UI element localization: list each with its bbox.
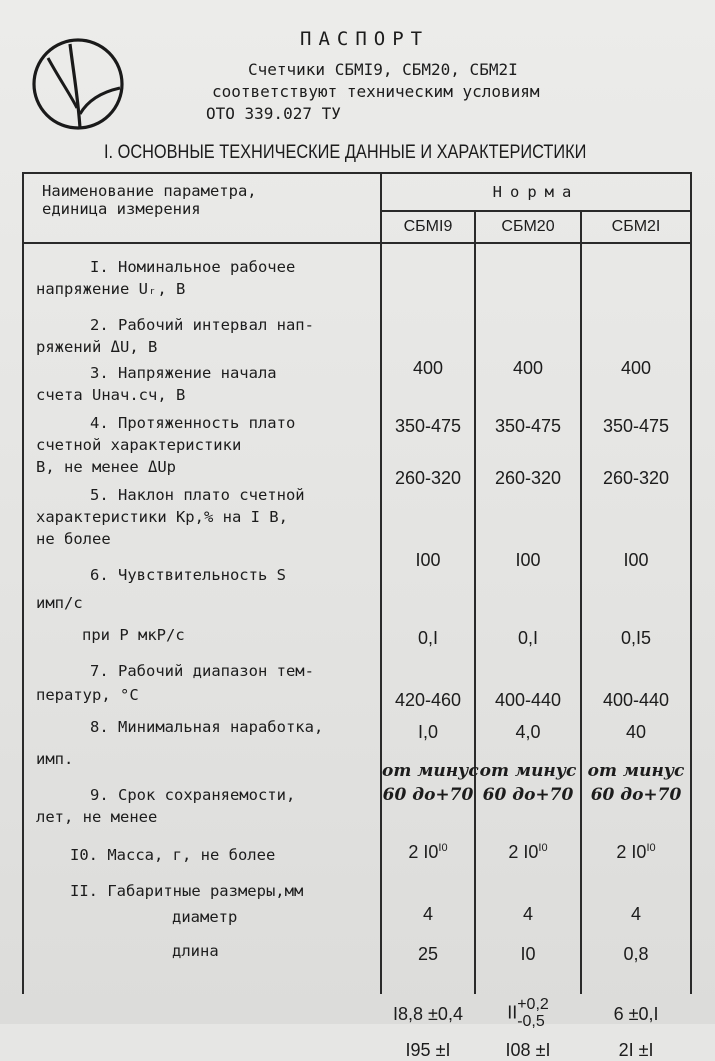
specifications-table (22, 172, 692, 1060)
value-cell: 60 до+70 (382, 785, 474, 805)
param-9-line-2: лет, не менее (36, 808, 158, 826)
model-header-sbm20: СБМ20 (475, 211, 581, 243)
param-3-line-2: счета Uнач.сч, В (36, 386, 186, 404)
subtitle-line-1: Счетчики СБМI9, СБМ20, СБМ2I (248, 60, 518, 79)
param-2-line-1: 2. Рабочий интервал нап- (90, 316, 314, 334)
norma-header: Норма (381, 173, 691, 211)
param-10-line-1: I0. Масса, г, не более (70, 846, 276, 864)
value-cell: 260-320 (494, 468, 562, 488)
value-cell: 4 (422, 904, 433, 924)
param-1-line-1: I. Номинальное рабочее (90, 258, 296, 276)
value-cell: 0,I5 (621, 628, 652, 648)
param-5-line-3: не более (36, 530, 111, 548)
value-cell: 420-460 (394, 690, 462, 710)
value-cell: I00 (415, 550, 441, 570)
value-cell: 400-440 (602, 690, 670, 710)
param-7-line-1: 7. Рабочий диапазон тем- (90, 662, 314, 680)
param-5-line-1: 5. Наклон плато счетной (90, 486, 305, 504)
value-cell: от минус (382, 761, 479, 781)
values-column-sbm21 (581, 243, 691, 1060)
value-cell: 40 (626, 722, 647, 742)
table-body (23, 243, 691, 994)
value-cell: I08 ±I (505, 1040, 551, 1060)
value-cell: 2 $I0^{I0}$ (508, 842, 548, 862)
value-cell: 4,0 (515, 722, 541, 742)
param-header: Наименование параметра, единица измерения (23, 173, 381, 243)
value-cell: 2I ±I (618, 1040, 654, 1060)
value-cell: 0,8 (623, 944, 649, 964)
param-2-line-2: ряжений ΔU, В (36, 338, 158, 356)
value-cell: I00 (623, 550, 649, 570)
values-column-sbm20 (475, 243, 581, 1060)
param-11-line-1: II. Габаритные размеры,мм (70, 882, 304, 900)
param-4-line-2: счетной характеристики (36, 436, 242, 454)
value-cell: I0 (520, 944, 536, 964)
param-11-diameter: диаметр (172, 908, 238, 926)
tree-branch-emblem-icon (30, 36, 126, 132)
value-cell: 4 (522, 904, 533, 924)
value-cell: 2 $I0^{I0}$ (408, 842, 448, 862)
value-cell: I8,8 ±0,4 (393, 1004, 463, 1024)
subtitle-line-3: ОТО 339.027 ТУ (206, 104, 341, 123)
value-cell: 4 (631, 904, 642, 924)
value-cell: 260-320 (394, 468, 462, 488)
value-cell: 350-475 (602, 416, 670, 436)
value-cell: 400 (620, 358, 652, 378)
param-11-length: длина (172, 942, 219, 960)
param-1-line-2: напряжение Uᵣ, В (36, 280, 186, 298)
param-9-line-1: 9. Срок сохраняемости, (90, 786, 296, 804)
value-cell: I00 (515, 550, 541, 570)
value-cell: I95 ±I (405, 1040, 451, 1060)
values-column-sbm19 (381, 243, 479, 1060)
value-cell: I,0 (417, 722, 438, 742)
subtitle-line-2: соответствуют техническим условиям (212, 82, 540, 101)
value-cell: 400 (412, 358, 444, 378)
value-cell: 25 (417, 944, 439, 964)
value-cell: 260-320 (602, 468, 670, 488)
value-cell: 60 до+70 (482, 785, 574, 805)
value-cell: 60 до+70 (590, 785, 682, 805)
param-6-line-2: имп/с (36, 594, 83, 612)
table-header-row (23, 173, 691, 211)
value-cell: 0,I (517, 628, 538, 648)
value-cell: 350-475 (394, 416, 462, 436)
value-cell: 0,I (417, 628, 438, 648)
value-cell: от минус (587, 761, 685, 781)
param-4-line-1: 4. Протяженность плато (90, 414, 296, 432)
value-cell: 400 (512, 358, 544, 378)
param-7-line-2: ператур, °С (36, 686, 139, 704)
param-6-condition: при Р мкР/с (82, 626, 185, 644)
model-header-sbm19: СБМI9 (381, 211, 475, 243)
value-cell: 400-440 (494, 690, 562, 710)
value-cell: 6 ±0,I (613, 1004, 659, 1024)
param-6-line-1: 6. Чувствительность S (90, 566, 286, 584)
param-8-line-1: 8. Минимальная наработка, (90, 718, 324, 736)
value-cell: от минус (479, 761, 577, 781)
value-cell: 2 $I0^{I0}$ (616, 842, 656, 862)
value-cell: 350-475 (494, 416, 562, 436)
parameter-column (23, 243, 381, 994)
value-cell: II +0,2 -0,5 (507, 996, 549, 1030)
param-4-line-3: В, не менее ΔUp (36, 458, 176, 476)
param-3-line-1: 3. Напряжение начала (90, 364, 277, 382)
document-title: ПАСПОРТ (300, 28, 430, 50)
param-8-line-2: имп. (36, 750, 74, 768)
param-5-line-2: характеристики Кр,% на I В, (36, 508, 288, 526)
model-header-sbm21: СБМ2I (581, 211, 691, 243)
section-title: I. ОСНОВНЫЕ ТЕХНИЧЕСКИЕ ДАННЫЕ И ХАРАКТЕРИСТИКИ (104, 142, 587, 163)
